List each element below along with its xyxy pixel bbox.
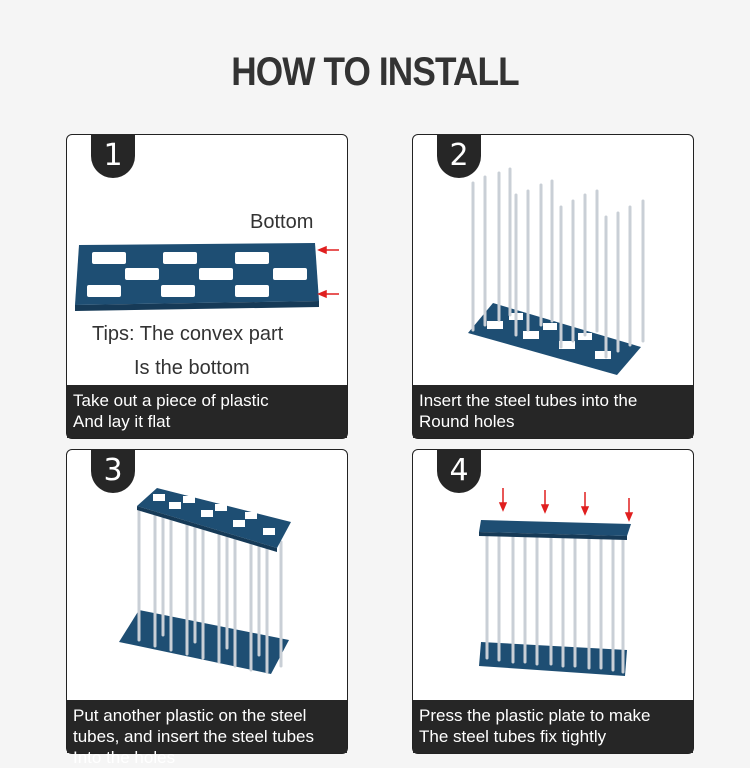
tips-line-2: Is the bottom — [134, 357, 250, 379]
tips-line-1: Tips: The convex part — [92, 323, 284, 345]
step-1-caption: Take out a piece of plastic And lay it flat — [67, 385, 347, 438]
step-4-caption: Press the plastic plate to make The steel tubes fix tightly — [413, 700, 693, 753]
step-4-card — [412, 449, 694, 754]
page-title: HOW TO INSTALL — [231, 50, 519, 94]
step-3-card — [66, 449, 348, 767]
bottom-label: Bottom — [250, 211, 314, 233]
step-4-number: 4 — [437, 449, 481, 493]
step-2-number: 2 — [437, 134, 481, 178]
step-2-card — [412, 134, 694, 439]
step-2-caption: Insert the steel tubes into the Round holes — [413, 385, 693, 438]
step-1-card — [66, 134, 348, 439]
step-3-caption: Put another plastic on the steel tubes, and insert the steel tubes Into the holes — [67, 700, 347, 753]
step-3-number: 3 — [91, 449, 135, 493]
step-1-number: 1 — [91, 134, 135, 178]
